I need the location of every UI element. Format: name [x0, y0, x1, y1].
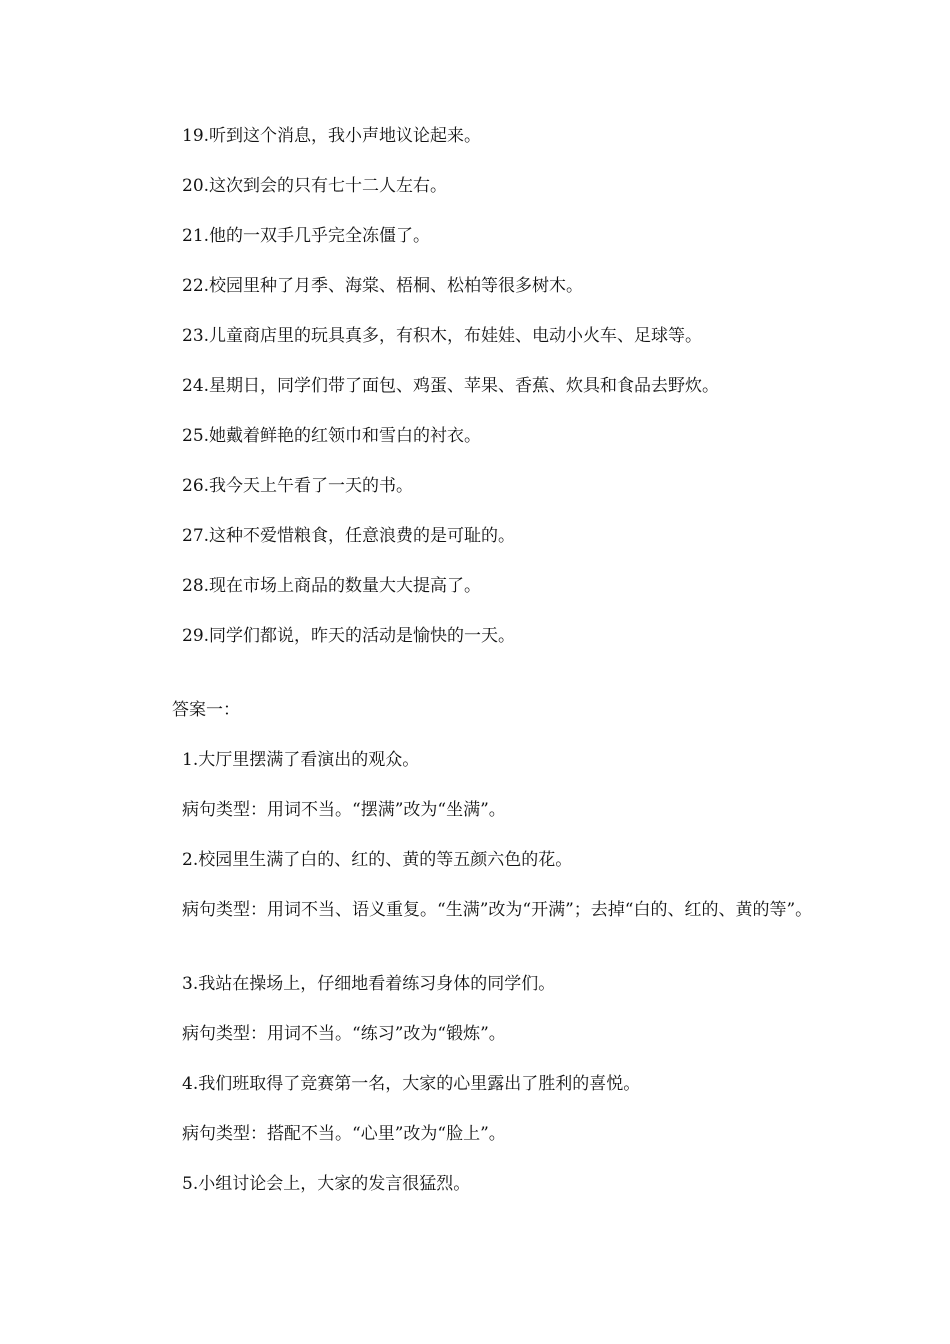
question-19: 19.听到这个消息，我小声地议论起来。: [182, 126, 482, 146]
answer-item: 5.小组讨论会上，大家的发言很猛烈。: [182, 1174, 471, 1194]
question-21: 21.他的一双手几乎完全冻僵了。: [182, 226, 431, 246]
question-25: 25.她戴着鲜艳的红领巾和雪白的衬衣。: [182, 426, 482, 446]
question-27: 27.这种不爱惜粮食，任意浪费的是可耻的。: [182, 526, 516, 546]
question-28: 28.现在市场上商品的数量大大提高了。: [182, 576, 482, 596]
answer-heading: 答案一：: [172, 700, 240, 720]
answer-item: 4.我们班取得了竞赛第一名，大家的心里露出了胜利的喜悦。: [182, 1074, 641, 1094]
question-26: 26.我今天上午看了一天的书。: [182, 476, 414, 496]
answer-explanation: 病句类型：用词不当。“摆满”改为“坐满”。: [182, 800, 506, 820]
answer-item: 3.我站在操场上，仔细地看着练习身体的同学们。: [182, 974, 556, 994]
question-24: 24.星期日，同学们带了面包、鸡蛋、苹果、香蕉、炊具和食品去野炊。: [182, 376, 720, 396]
answer-item: 2.校园里生满了白的、红的、黄的等五颜六色的花。: [182, 850, 573, 870]
answer-explanation: 病句类型：用词不当。“练习”改为“锻炼”。: [182, 1024, 506, 1044]
question-20: 20.这次到会的只有七十二人左右。: [182, 176, 448, 196]
question-22: 22.校园里种了月季、海棠、梧桐、松柏等很多树木。: [182, 276, 584, 296]
answer-explanation: 病句类型：用词不当、语义重复。“生满”改为“开满”；去掉“白的、红的、黄的等”。: [182, 900, 813, 920]
answer-item: 1.大厅里摆满了看演出的观众。: [182, 750, 420, 770]
question-23: 23.儿童商店里的玩具真多，有积木，布娃娃、电动小火车、足球等。: [182, 326, 703, 346]
answer-explanation: 病句类型：搭配不当。“心里”改为“脸上”。: [182, 1124, 506, 1144]
question-29: 29.同学们都说，昨天的活动是愉快的一天。: [182, 626, 516, 646]
